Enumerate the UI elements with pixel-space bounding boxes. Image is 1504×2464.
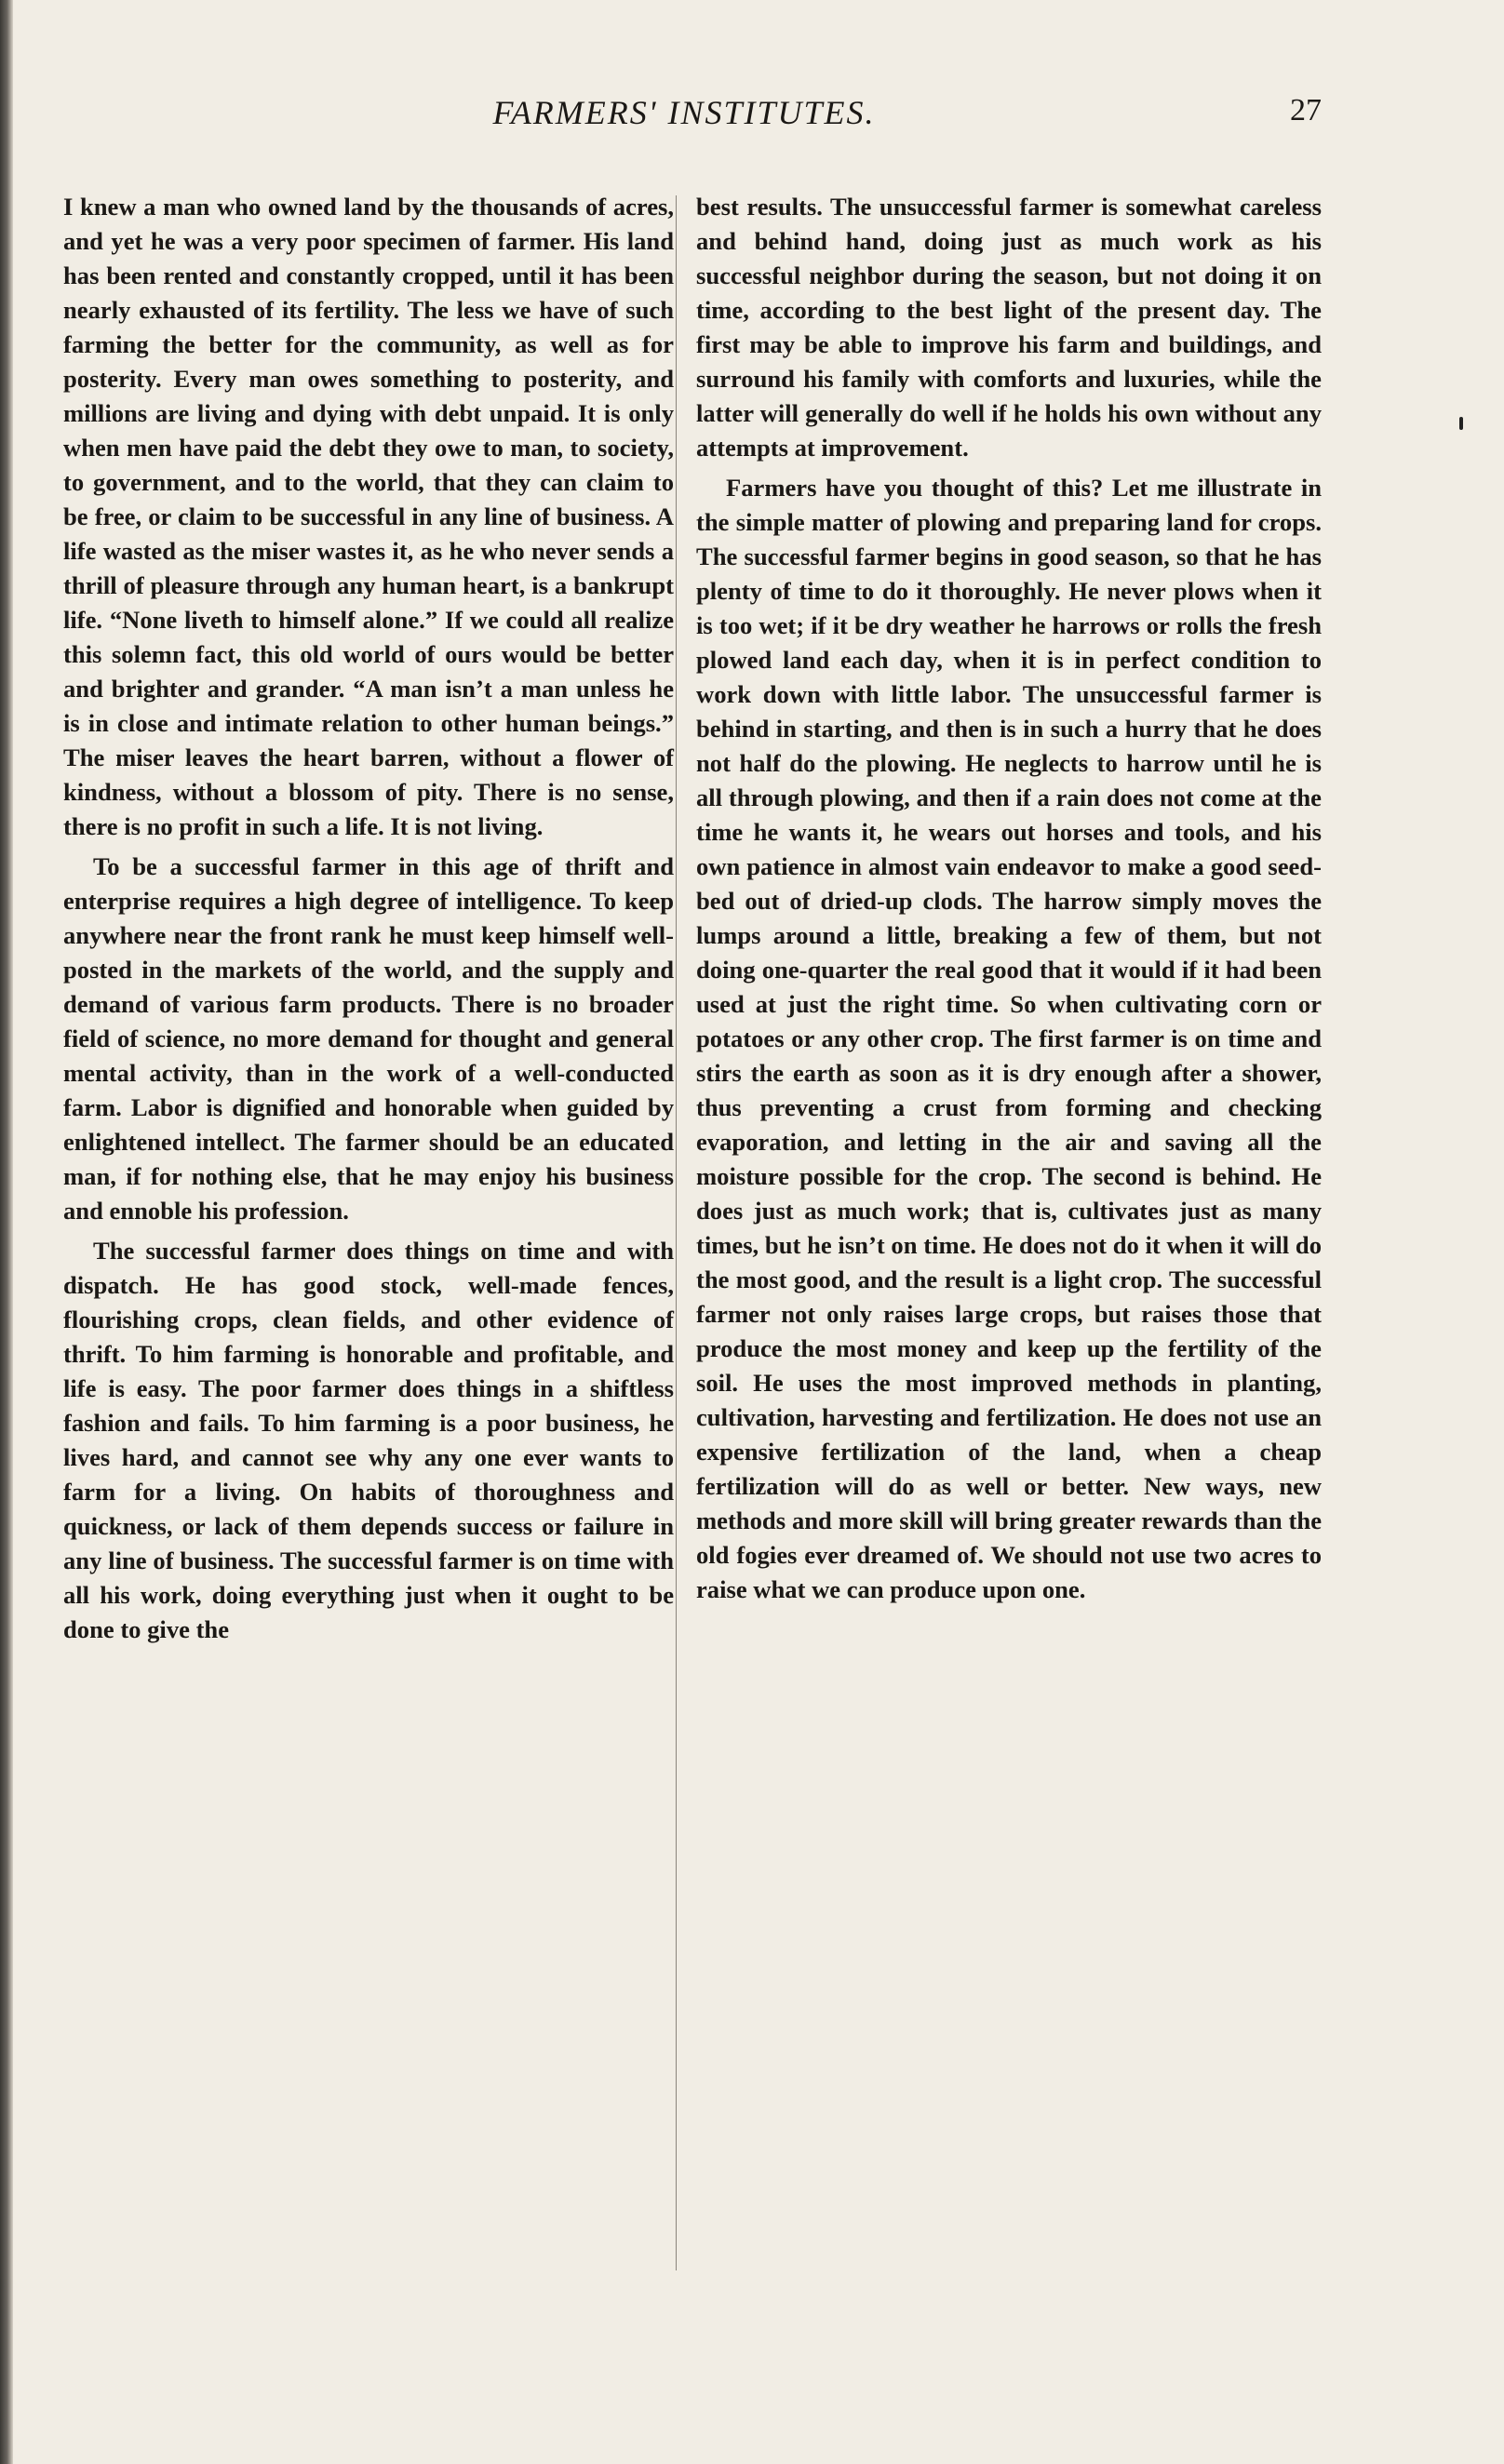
running-title: FARMERS' INSTITUTES. (492, 94, 876, 131)
page-header (65, 93, 1322, 149)
page-binding-edge (0, 0, 13, 2464)
ink-mark (1459, 417, 1463, 430)
paragraph: I knew a man who owned land by the thousands of acres, and yet he was a very poor specimen of farmer. His land has been rented and constantly cropped, until it has been nearly exhausted of its fertility. The less we have of such farming the better for the community, as well as for posterity. Every man owes something to posterity, and millions are living and dying with debt unpaid. It is only when men have paid the debt they owe to man, to society, to government, and to the world, that they can claim to be free, or claim to be successful in any line of business. A life wasted as the miser wastes it, as he who never sends a thrill of pleasure through any human heart, is a bankrupt life. “None liveth to himself alone.” If we could all realize this solemn fact, this old world of ours would be better and brighter and grander. “A man isn’t a man unless he is in close and intimate relation to other human beings.” The miser leaves the heart barren, without a flower of kindness, without a blossom of pity. There is no sense, there is no profit in such a life. It is not living. (63, 193, 674, 840)
column-divider (676, 195, 677, 2270)
paragraph: best results. The unsuccessful farmer is somewhat careless and behind hand, doing just as much work as his successful neighbor during the season, but not doing it on time, according to the best light of the present day. The first may be able to improve his farm and buildings, and surround his family with comforts and luxuries, while the latter will generally do well if he holds his own without any attempts at improvement. (696, 193, 1322, 462)
right-column (696, 190, 1322, 1613)
left-column (63, 190, 674, 1653)
page-number: 27 (1290, 93, 1322, 127)
paragraph: To be a successful farmer in this age of thrift and enterprise requires a high degree of intelligence. To keep anywhere near the front rank he must keep himself well-posted in the markets of the world, and the supply and demand of various farm products. There is no broader field of science, no more demand for thought and general mental activity, than in the work of a well-conducted farm. Labor is dignified and honorable when guided by enlightened intellect. The farmer should be an educated man, if for nothing else, that he may enjoy his business and ennoble his profession. (63, 852, 674, 1225)
paragraph: The successful farmer does things on time and with dispatch. He has good stock, well-made fences, flourishing crops, clean fields, and other evidence of thrift. To him farming is honorable and profitable, and life is easy. The poor farmer does things in a shiftless fashion and fails. To him farming is a poor business, he lives hard, and cannot see why any one ever wants to farm for a living. On habits of thoroughness and quickness, or lack of them depends success or failure in any line of business. The successful farmer is on time with all his work, doing everything just when it ought to be done to give the (63, 1237, 674, 1643)
paragraph: Farmers have you thought of this? Let me illustrate in the simple matter of plowing and preparing land for crops. The successful farmer begins in good season, so that he has plenty of time to do it thoroughly. He never plows when it is too wet; if it be dry weather he harrows or rolls the fresh plowed land each day, when it is in perfect condition to work down with little labor. The unsuccessful farmer is behind in starting, and then is in such a hurry that he does not half do the plowing. He neglects to harrow until he is all through plowing, and then if a rain does not come at the time he wants it, he wears out horses and tools, and his own patience in almost vain endeavor to make a good seed-bed out of dried-up clods. The harrow simply moves the lumps around a little, breaking a few of them, but not doing one-quarter the real good that it would if it had been used at just the right time. So when cultivating corn or potatoes or any other crop. The first farmer is on time and stirs the earth as soon as it is dry enough after a shower, thus preventing a crust from forming and checking evaporation, and letting in the air and saving all the moisture possible for the crop. The second is behind. He does just as much work; that is, cultivates just as many times, but he isn’t on time. He does not do it when it will do the most good, and the result is a light crop. The successful farmer not only raises large crops, but raises those that produce the most money and keep up the fertility of the soil. He uses the most improved methods in planting, cultivation, harvesting and fertilization. He does not use an expensive fertilization of the land, when a cheap fertilization will do as well or better. New ways, new methods and more skill will bring greater rewards than the old fogies ever dreamed of. We should not use two acres to raise what we can produce upon one. (696, 474, 1322, 1603)
